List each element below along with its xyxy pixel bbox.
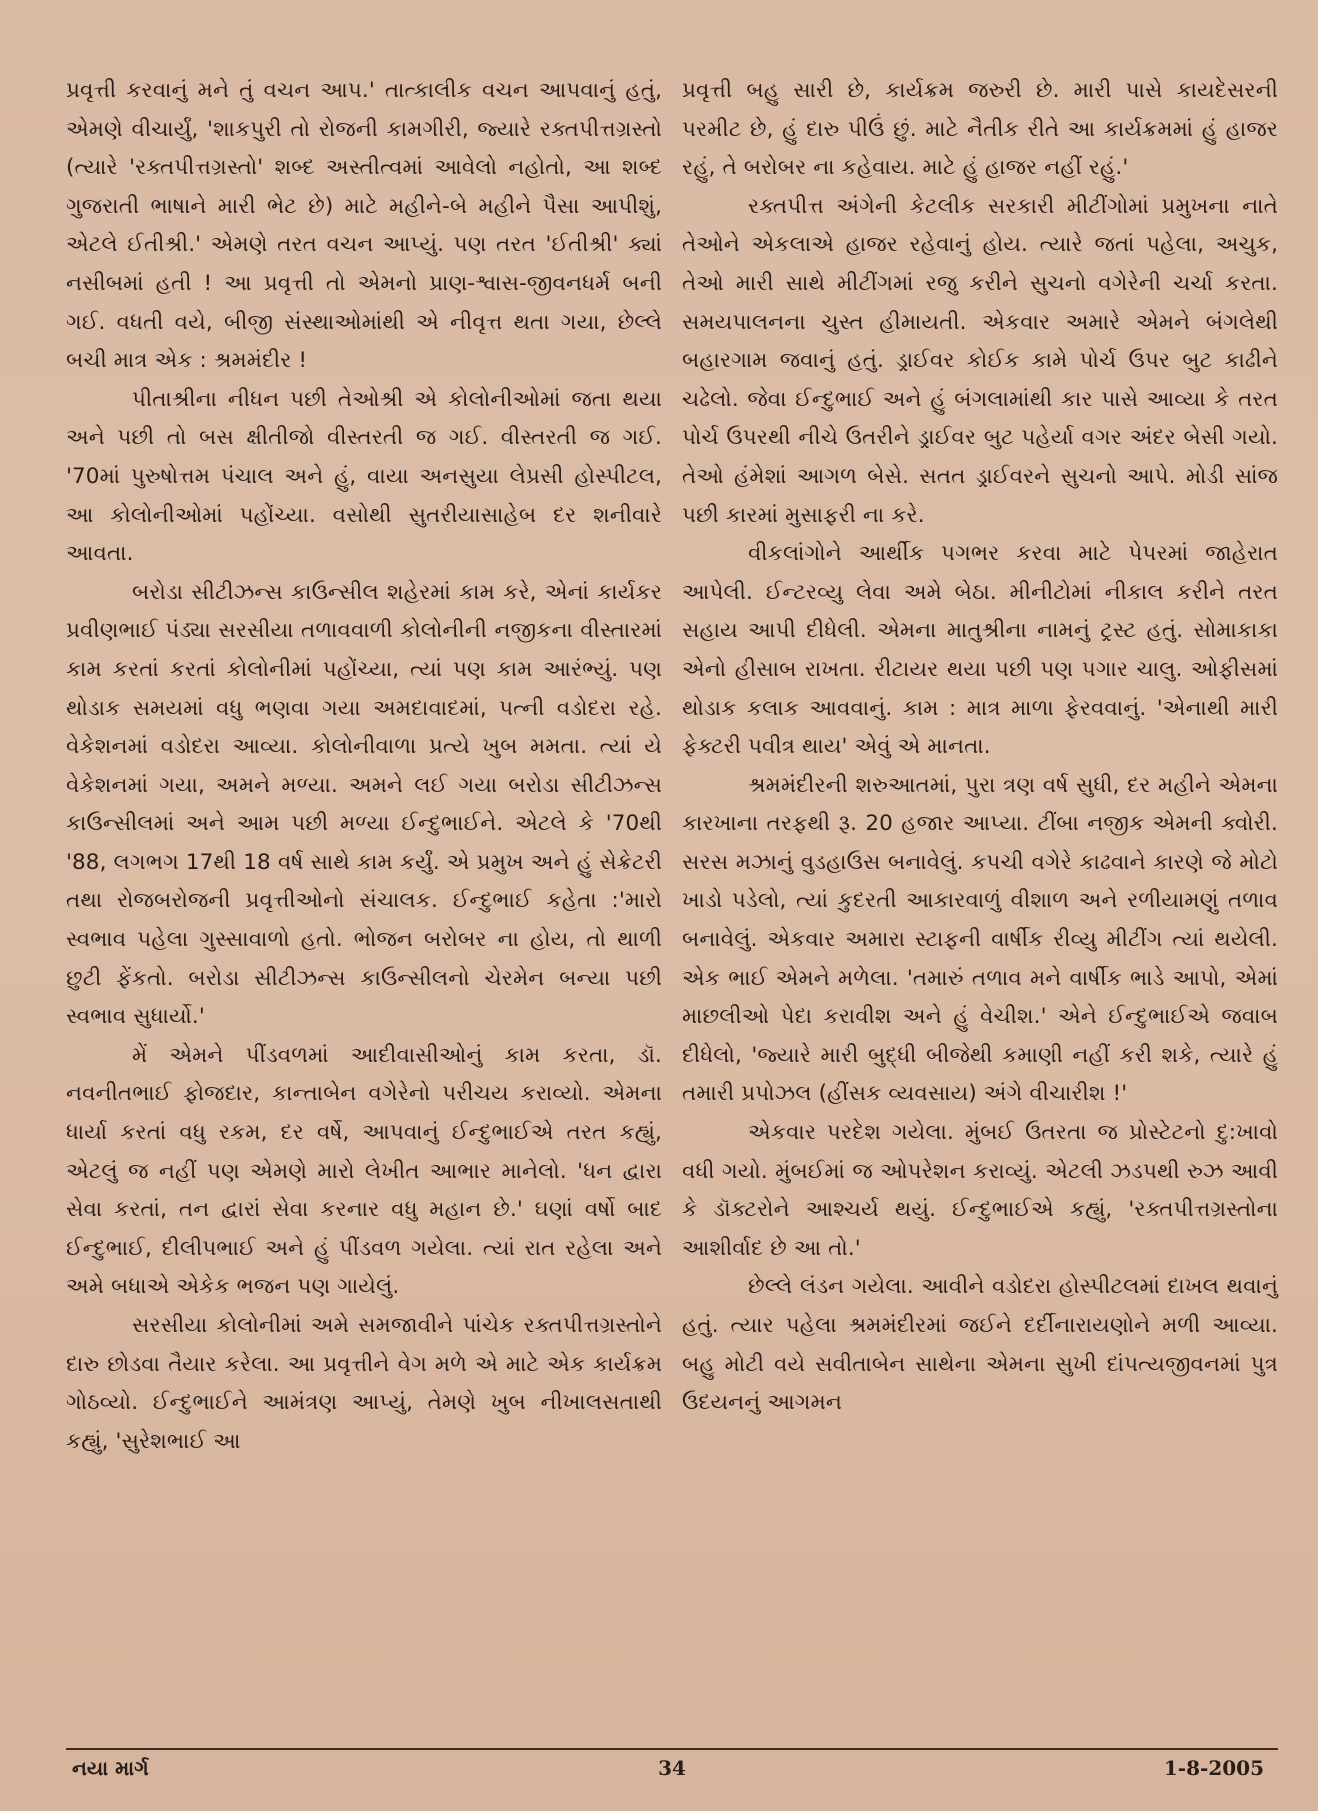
article-body: [66, 72, 1278, 1732]
page-number: 34: [658, 1756, 686, 1780]
paragraph: બરોડા સીટીઝન્સ કાઉન્સીલ શહેરમાં કામ કરે, એનાં કાર્યકર પ્રવીણભાઈ પંડ્યા સરસીયા તળાવવાળી કોલોનીની નજીકના વીસ્તારમાં કામ કરતાં કરતાં કોલોનીમાં પહોંચ્યા, ત્યાં પણ કામ આરંભ્યું. પણ થોડાક સમયમાં વધુ ભણવા ગયા અમદાવાદમાં, પત્ની વડોદરા રહે. વેકેશનમાં વડોદરા આવ્યા. કોલોનીવાળા પ્રત્યે ખુબ મમતા. ત્યાં યે વેકેશનમાં ગયા, અમને મળ્યા. અમને લઈ ગયા બરોડા સીટીઝન્સ કાઉન્સીલમાં અને આમ પછી મળ્યા ઈન્દુભાઈને. એટલે કે '70થી '88, લગભગ 17થી 18 વર્ષ સાથે કામ કર્યું. એ પ્રમુખ અને હું સેક્રેટરી તથા રોજબરોજની પ્રવૃત્તીઓનો સંચાલક. ઈન્દુભાઈ કહેતા :'મારો સ્વભાવ પહેલા ગુસ્સાવાળો હતો. ભોજન બરોબર ના હોય, તો થાળી છુટી ફેંકતો. બરોડા સીટીઝન્સ કાઉન્સીલનો ચેરમેન બન્યા પછી સ્વભાવ સુધાર્યો.': [66, 579, 662, 1030]
paragraph: મેં એમને પીંડવળમાં આદીવાસીઓનું કામ કરતા, ડૉ. નવનીતભાઈ ફોજદાર, કાન્તાબેન વગેરેનો પરીચય કરાવ્યો. એમના ધાર્યા કરતાં વધુ રકમ, દર વર્ષે, આપવાનું ઈન્દુભાઈએ તરત કહ્યું, એટલું જ નહીં પણ એમણે મારો લેખીત આભાર માનેલો. 'ધન દ્વારા સેવા કરતાં, તન દ્વારાં સેવા કરનાર વધુ મહાન છે.' ઘણાં વર્ષો બાદ ઈન્દુભાઈ, દીલીપભાઈ અને હું પીંડવળ ગયેલા. ત્યાં રાત રહેલા અને અમે બધાએ એકેક ભજન પણ ગાયેલું.: [66, 1042, 662, 1300]
left-column: [66, 72, 662, 1732]
paragraph: સરસીયા કોલોનીમાં અમે સમજાવીને પાંચેક રક્તપીત્તગ્રસ્તોને દારુ છોડવા તૈયાર કરેલા. આ પ્રવૃત્તીને વેગ મળે એ માટે એક કાર્યક્રમ ગોઠવ્યો. ઈન્દુભાઈને આમંત્રણ આપ્યું, તેમણે ખુબ નીખાલસતાથી કહ્યું, 'સુરેશભાઈ આ: [66, 1313, 662, 1454]
paragraph: વીકલાંગોને આર્થીક પગભર કરવા માટે પેપરમાં જાહેરાત આપેલી. ઈન્ટરવ્યુ લેવા અમે બેઠા. મીનીટોમાં નીકાલ કરીને તરત સહાય આપી દીધેલી. એમના માતુશ્રીના નામનું ટ્રસ્ટ હતું. સોમાકાકા એનો હીસાબ રાખતા. રીટાયર થયા પછી પણ પગાર ચાલુ. ઓફીસમાં થોડાક કલાક આવવાનું. કામ : માત્ર માળા ફેરવવાનું. 'એનાથી મારી ફેક્ટરી પવીત્ર થાય' એવું એ માનતા.: [682, 541, 1278, 760]
right-column: [682, 72, 1278, 1732]
paragraph: છેલ્લે લંડન ગયેલા. આવીને વડોદરા હોસ્પીટલમાં દાખલ થવાનું હતું. ત્યાર પહેલા શ્રમમંદીરમાં જઈને દર્દીનારાયણોને મળી આવ્યા. બહુ મોટી વયે સવીતાબેન સાથેના એમના સુખી દાંપત્યજીવનમાં પુત્ર ઉદયનનું આગમન: [682, 1274, 1278, 1416]
publication-name: નયા માર્ગ: [72, 1756, 149, 1780]
paragraph: પીતાશ્રીના નીધન પછી તેઓશ્રી એ કોલોનીઓમાં જતા થયા અને પછી તો બસ ક્ષીતીજો વીસ્તરતી જ ગઈ. વીસ્તરતી જ ગઈ. '70માં પુરુષોત્તમ પંચાલ અને હું, વાયા અનસુયા લેપ્રસી હોસ્પીટલ, આ કોલોનીઓમાં પહોંચ્યા. વસોથી સુતરીયાસાહેબ દર શનીવારે આવતા.: [66, 386, 662, 567]
paragraph: પ્રવૃત્તી બહુ સારી છે, કાર્યક્રમ જરુરી છે. મારી પાસે કાયદેસરની પરમીટ છે, હું દારુ પીઉં છું. માટે નૈતીક રીતે આ કાર્યક્રમમાં હું હાજર રહું, તે બરોબર ના કહેવાય. માટે હું હાજર નહીં રહું.': [682, 78, 1278, 181]
paragraph: એકવાર પરદેશ ગયેલા. મુંબઈ ઉતરતા જ પ્રોસ્ટેટનો દુ:ખાવો વધી ગયો. મુંબઈમાં જ ઓપરેશન કરાવ્યું. એટલી ઝડપથી રુઝ આવી કે ડૉક્ટરોને આશ્ચર્ય થયું. ઈન્દુભાઈએ કહ્યું, 'રક્તપીત્તગ્રસ્તોના આશીર્વાદ છે આ તો.': [682, 1120, 1278, 1261]
footer-divider: [66, 1748, 1278, 1750]
issue-date: 1-8-2005: [1163, 1756, 1264, 1780]
paragraph: રક્તપીત્ત અંગેની કેટલીક સરકારી મીટીંગોમાં પ્રમુખના નાતે તેઓને એકલાએ હાજર રહેવાનું હોય. ત્યારે જતાં પહેલા, અચુક, તેઓ મારી સાથે મીટીંગમાં રજુ કરીને સુચનો વગેરેની ચર્ચા કરતા. સમયપાલનના ચુસ્ત હીમાયતી. એકવાર અમારે એમને બંગલેથી બહારગામ જવાનું હતું. ડ્રાઈવર કોઈક કામે પોર્ચ ઉપર બુટ કાઢીને ચઢેલો. જેવા ઈન્દુભાઈ અને હું બંગલામાંથી કાર પાસે આવ્યા કે તરત પોર્ચ ઉપરથી નીચે ઉતરીને ડ્રાઈવર બુટ પહેર્યા વગર અંદર બેસી ગયો. તેઓ હંમેશાં આગળ બેસે. સતત ડ્રાઈવરને સુચનો આપે. મોડી સાંજ પછી કારમાં મુસાફરી ના કરે.: [682, 193, 1278, 528]
paragraph: પ્રવૃત્તી કરવાનું મને તું વચન આપ.' તાત્કાલીક વચન આપવાનું હતું, એમણે વીચાર્યું, 'શાકપુરી તો રોજની કામગીરી, જ્યારે રક્તપીત્તગ્રસ્તો (ત્યારે 'રક્તપીત્તગ્રસ્તો' શબ્દ અસ્તીત્વમાં આવેલો નહોતો, આ શબ્દ ગુજરાતી ભાષાને મારી ભેટ છે) માટે મહીને-બે મહીને પૈસા આપીશું, એટલે ઈતીશ્રી.' એમણે તરત વચન આપ્યું. પણ તરત 'ઈતીશ્રી' ક્યાં નસીબમાં હતી ! આ પ્રવૃત્તી તો એમનો પ્રાણ-શ્વાસ-જીવનધર્મ બની ગઈ. વધતી વયે, બીજી સંસ્થાઓમાંથી એ નીવૃત્ત થતા ગયા, છેલ્લે બચી માત્ર એક : શ્રમમંદીર !: [66, 78, 662, 374]
paragraph: શ્રમમંદીરની શરુઆતમાં, પુરા ત્રણ વર્ષ સુધી, દર મહીને એમના કારખાના તરફથી રૂ. 20 હજાર આપ્યા. ટીંબા નજીક એમની ક્વોરી. સરસ મઝાનું વુડહાઉસ બનાવેલું. કપચી વગેરે કાઢવાને કારણે જે મોટો ખાડો પડેલો, ત્યાં કુદરતી આકારવાળું વીશાળ અને રળીયામણું તળાવ બનાવેલું. એકવાર અમારા સ્ટાફની વાર્ષીક રીવ્યુ મીટીંગ ત્યાં થયેલી. એક ભાઈ એમને મળેલા. 'તમારું તળાવ મને વાર્ષીક ભાડે આપો, એમાં માછલીઓ પેદા કરાવીશ અને હું વેચીશ.' એને ઈન્દુભાઈએ જવાબ દીધેલો, 'જ્યારે મારી બુદ્ધી બીજેથી કમાણી નહીં કરી શકે, ત્યારે હું તમારી પ્રપોઝલ (હીંસક વ્યવસાય) અંગે વીચારીશ !': [682, 772, 1278, 1107]
page-footer: [66, 1756, 1278, 1796]
